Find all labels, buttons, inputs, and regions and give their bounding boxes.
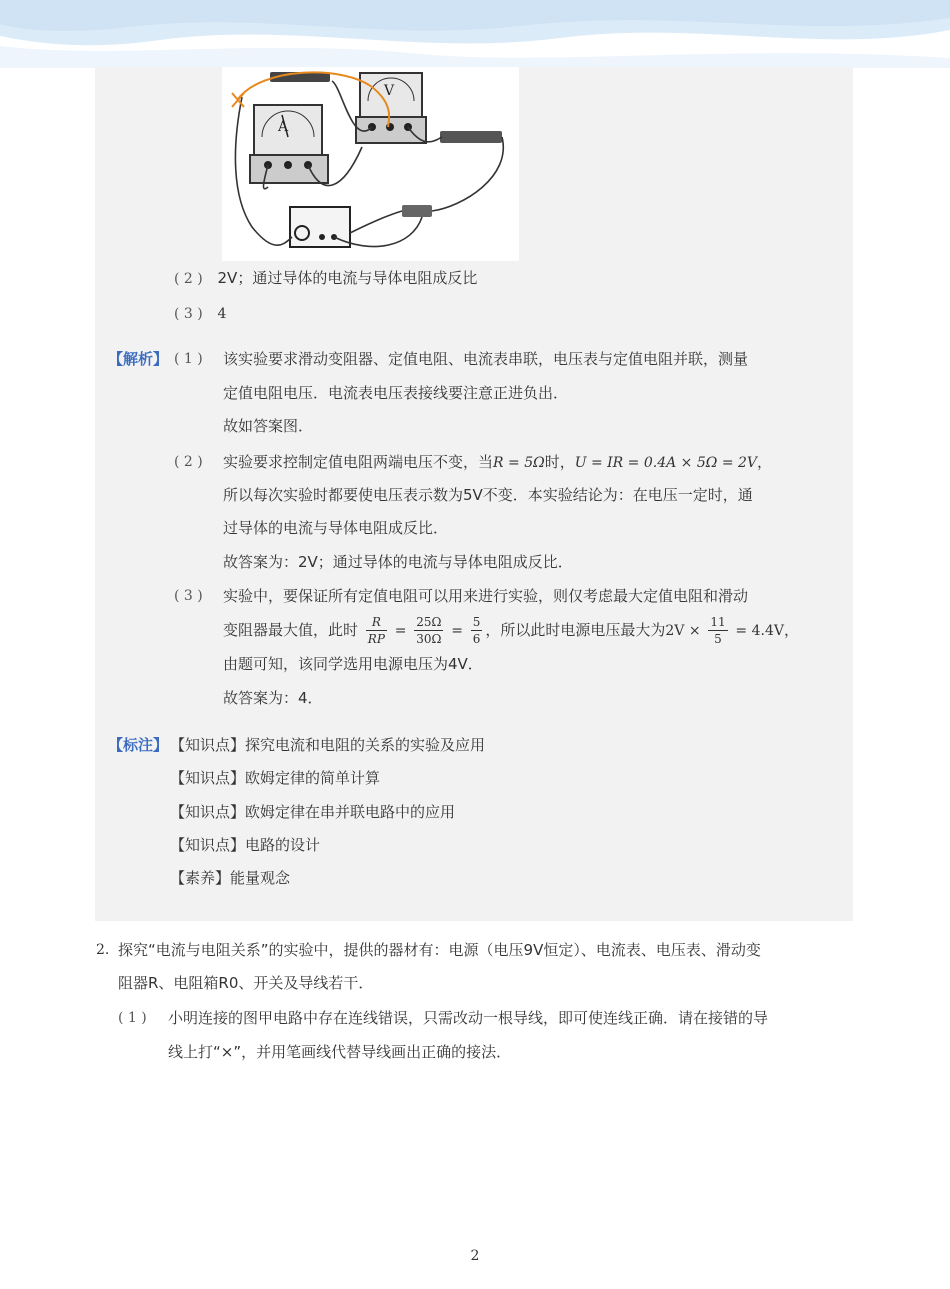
question-line-2: 阻器R、电阻箱R0、开关及导线若干． (118, 974, 374, 992)
text-segment: 实验要求控制定值电阻两端电压不变，当 (223, 453, 494, 471)
literacy-point: 【素养】能量观念 (170, 869, 291, 887)
analysis-p1-line3: 故如答案图． (223, 417, 314, 435)
fraction-5-over-6: $\frac{5}{6}$ (472, 615, 481, 646)
subquestion-line-2: 线上打“×”，并用笔画线代替导线画出正确的接法． (168, 1043, 512, 1061)
analysis-p3-line3: 由题可知，该同学选用电源电压为4V． (223, 655, 483, 673)
fraction-11-over-5: $\frac{11}{5}$ (710, 615, 726, 646)
part-label: ( 3 ) (174, 306, 203, 322)
knowledge-point: 【知识点】电路的设计 (170, 836, 321, 854)
svg-text:V: V (384, 83, 395, 99)
analysis-p3-line4: 故答案为：4． (223, 689, 323, 707)
answer-text: 4 (217, 306, 227, 322)
ammeter-icon (250, 105, 328, 183)
answer-part-2 (174, 268, 477, 289)
analysis-p1-line1: 该实验要求滑动变阻器、定值电阻、电流表串联，电压表与定值电阻并联，测量 (223, 350, 749, 368)
math-expression: R = 5Ω (493, 455, 545, 471)
question-number: 2. (96, 942, 110, 958)
text-segment: 变阻器最大值，此时 (223, 621, 359, 639)
analysis-part-2-label: ( 2 ) (174, 454, 203, 470)
answer-text: 2V；通过导体的电流与导体电阻成反比 (217, 269, 478, 287)
analysis-p2-line3: 过导体的电流与导体电阻成反比． (223, 519, 449, 537)
analysis-p2-line4: 故答案为：2V；通过导体的电流与导体电阻成反比． (223, 553, 573, 571)
svg-text:A: A (278, 119, 289, 135)
analysis-p1-line2: 定值电阻电压．电流表电压表接线要注意正进负出． (223, 384, 569, 402)
notes-tag: 【标注】 (108, 736, 169, 754)
analysis-part-3-label: ( 3 ) (174, 588, 203, 604)
question-line-1: 探究“电流与电阻关系”的实验中，提供的器材有：电源（电压9V恒定）、电流表、电压表、滑动变 (118, 941, 761, 959)
subquestion-line-1: 小明连接的图甲电路中存在连线错误，只需改动一根导线，即可使连线正确．请在接错的导 (168, 1009, 769, 1027)
text-segment: ， (757, 453, 773, 471)
text-segment: ， (783, 621, 799, 639)
text-segment: ，所以此时电源电压最大为 (485, 621, 666, 639)
subquestion-label: ( 1 ) (118, 1010, 147, 1026)
fraction-r-over-rp: $\frac{R}{RP}$ (367, 615, 385, 646)
analysis-p2-line2: 所以每次实验时都要使电压表示数为5V不变．本实验结论为：在电压一定时，通 (223, 486, 753, 504)
equals-sign: = (451, 623, 463, 639)
header-wave-decoration (0, 0, 950, 68)
math-expression: 2V × (665, 623, 701, 639)
analysis-part-1-label: ( 1 ) (174, 351, 203, 367)
circuit-diagram-figure (222, 67, 519, 261)
analysis-tag: 【解析】 (108, 350, 169, 368)
equals-sign: = (394, 623, 407, 639)
knowledge-point: 【知识点】探究电流和电阻的关系的实验及应用 (170, 736, 486, 754)
fraction-25-over-30: $\frac{25\Omega}{30\Omega}$ (416, 615, 442, 646)
math-expression: U = IR = 0.4A × 5Ω = 2V (574, 455, 758, 471)
part-label: ( 2 ) (174, 271, 203, 287)
page-number: 2 (470, 1248, 480, 1264)
math-expression: = 4.4V (735, 623, 784, 639)
answer-part-3 (174, 303, 226, 324)
knowledge-point: 【知识点】欧姆定律在串并联电路中的应用 (170, 803, 456, 821)
text-segment: 时， (544, 453, 575, 471)
knowledge-point: 【知识点】欧姆定律的简单计算 (170, 769, 381, 787)
analysis-p2-line1 (223, 452, 772, 473)
analysis-p3-line1: 实验中，要保证所有定值电阻可以用来进行实验，则仅考虑最大定值电阻和滑动 (223, 587, 749, 605)
analysis-p3-line2 (223, 610, 799, 651)
